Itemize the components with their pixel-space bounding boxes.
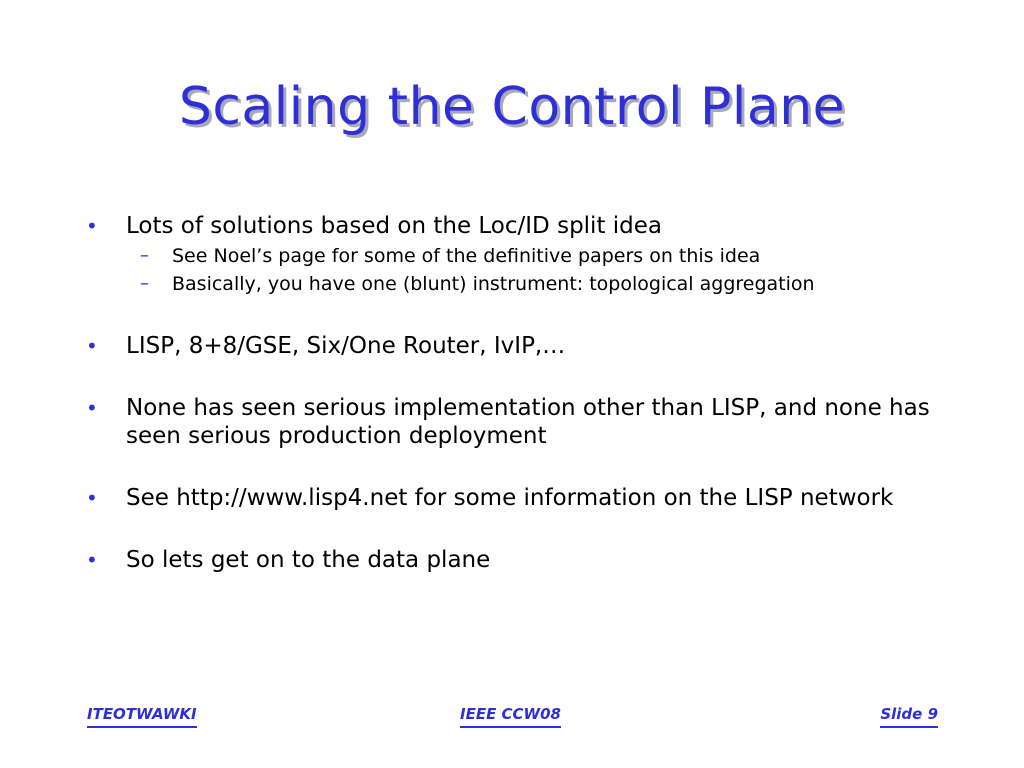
bullet-item — [86, 394, 946, 450]
bullet-icon: • — [86, 334, 98, 358]
bullet-icon: • — [86, 548, 98, 572]
bullet-item — [86, 332, 946, 360]
slide-title: Scaling the Control Plane — [178, 77, 846, 137]
sub-bullet-item — [126, 242, 946, 270]
footer-left-label: ITEOTWAWKI — [87, 704, 197, 728]
bullet-icon: • — [86, 486, 98, 510]
bullet-text: LISP, 8+8/GSE, Six/One Router, IvIP,… — [126, 333, 566, 359]
dash-icon: – — [140, 245, 149, 266]
bullet-icon: • — [86, 214, 98, 238]
bullet-text: See http://www.lisp4.net for some information on the LISP network — [126, 485, 894, 511]
bullet-item — [86, 484, 946, 512]
bullet-item — [86, 212, 946, 298]
bullet-item — [86, 546, 946, 574]
sub-bullet-text: Basically, you have one (blunt) instrument: topological aggregation — [172, 273, 815, 295]
sub-bullet-item — [126, 270, 946, 298]
bullet-text: So lets get on to the data plane — [126, 547, 491, 573]
footer-center-label: IEEE CCW08 — [460, 704, 561, 728]
bullet-list — [86, 212, 946, 608]
sub-bullet-list — [126, 242, 946, 298]
sub-bullet-text: See Noel’s page for some of the definitive papers on this idea — [172, 245, 761, 267]
bullet-text: None has seen serious implementation other than LISP, and none has seen serious production deployment — [126, 395, 930, 449]
bullet-icon: • — [86, 396, 98, 420]
bullet-text: Lots of solutions based on the Loc/ID split idea — [126, 213, 663, 239]
dash-icon: – — [140, 273, 149, 294]
slide-number: Slide 9 — [880, 704, 938, 728]
